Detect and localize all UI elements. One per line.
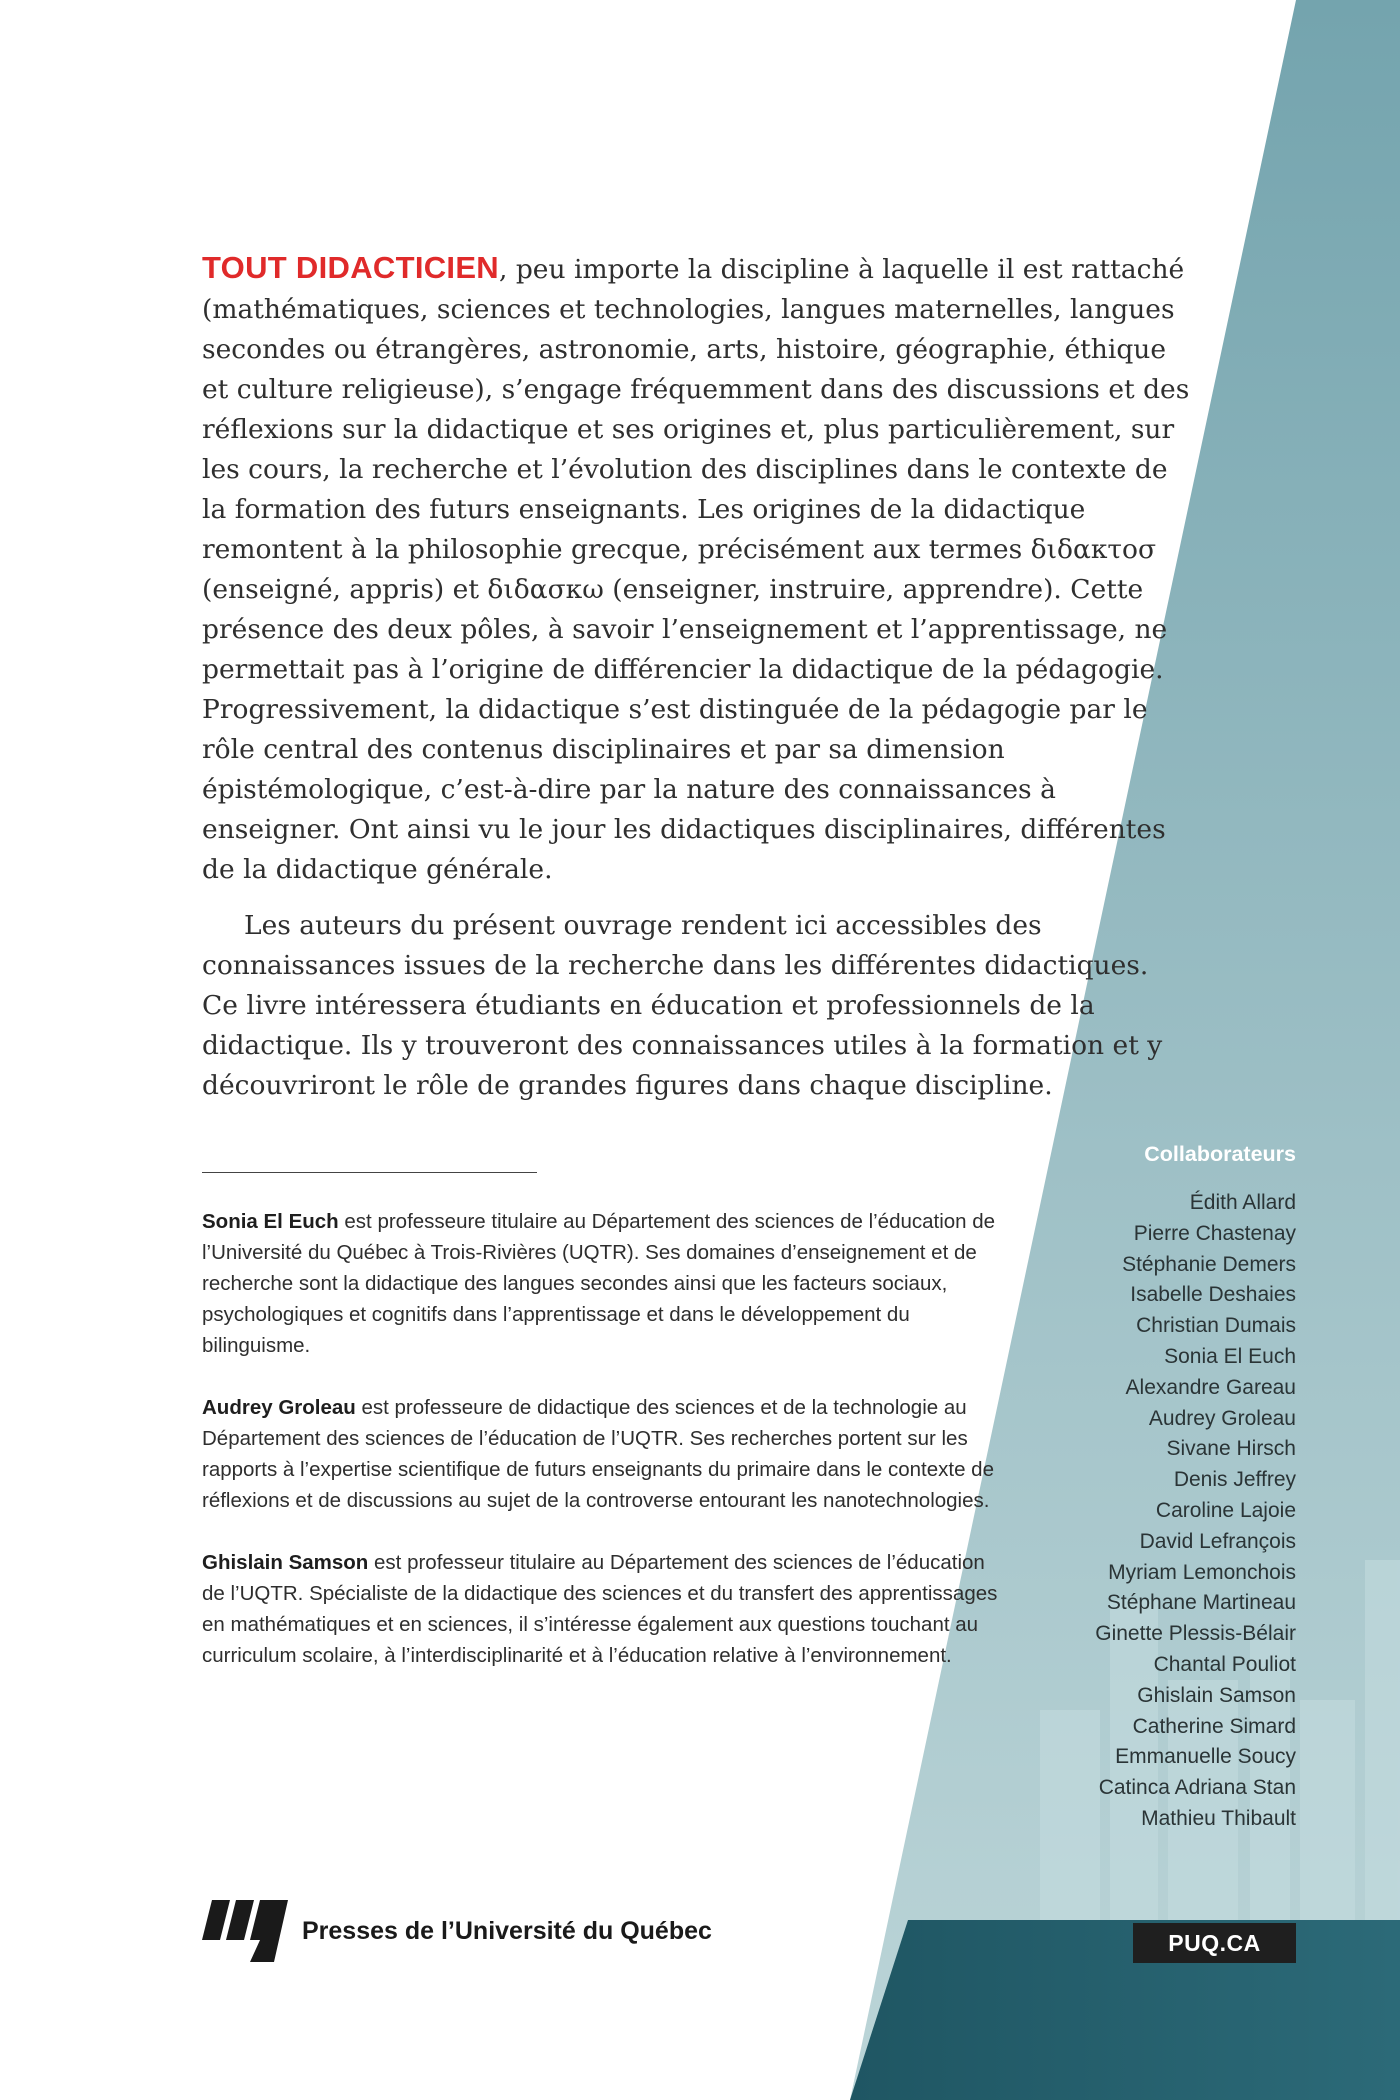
collaborator-name: Catherine Simard (1132, 1714, 1296, 1738)
author-name: Sonia El Euch (202, 1210, 339, 1233)
author-bio-text: est professeure titulaire au Département des sciences de l’éducation de l’Université du Québec à Trois-Rivières (UQTR). Ses domaines d’enseignement et de recherche sont la didactique des langues secondes ainsi que les facteurs sociaux, psychologiques et cognitifs dans l’apprentissage et dans le développement du bilinguisme. (202, 1210, 996, 1357)
back-cover-summary (202, 248, 1190, 1106)
collaborator-name: Audrey Groleau (1148, 1406, 1296, 1430)
publisher-name: Presses de l’Université du Québec (302, 1916, 712, 1945)
collaborator-name: Caroline Lajoie (1155, 1498, 1296, 1522)
collaborator-name: Isabelle Deshaies (1130, 1283, 1296, 1307)
collaborator-name: Christian Dumais (1136, 1314, 1296, 1338)
collaborator-name: Sonia El Euch (1164, 1344, 1296, 1368)
collaborator-name: Pierre Chastenay (1133, 1221, 1296, 1245)
lead-word: TOUT DIDACTICIEN (202, 250, 499, 285)
collaborator-name: Stéphane Martineau (1106, 1591, 1296, 1615)
collaborator-name: Mathieu Thibault (1141, 1806, 1296, 1830)
collaborators-panel (956, 1140, 1296, 1835)
collaborator-name: Catinca Adriana Stan (1098, 1776, 1296, 1800)
collaborator-name: Chantal Pouliot (1153, 1652, 1296, 1676)
collaborator-name: David Lefrançois (1139, 1529, 1296, 1553)
summary-paragraph-1-text: , peu importe la discipline à laquelle il est rattaché (mathématiques, sciences et technologies, langues maternelles, langues secondes ou étrangères, astronomie, arts, histoire, géographie, éthique et culture religieuse), s’engage fréquemment dans des discussions et des réflexions sur la didactique et ses origines et, plus particulièrement, sur les cours, la recherche et l’évolution des disciplines dans le contexte de la formation des futurs enseignants. Les origines de la didactique remontent à la philosophie grecque, précisément aux termes διδακτοσ (enseigné, appris) et διδασκω (enseigner, instruire, apprendre). Cette présence des deux pôles, à savoir l’enseignement et l’apprentissage, ne permettait pas à l’origine de différencier la didactique de la pédagogie. Progressivement, la didactique s’est distinguée de la pédagogie par le rôle central des contenus disciplinaires et par sa dimension épistémologique, c’est-à-dire par la nature des connaissances à enseigner. Ont ainsi vu le jour les didactiques disciplinaires, différentes de la didactique générale. (202, 254, 1190, 885)
author-bio-text: est professeur titulaire au Département des sciences de l’éducation de l’UQTR. Spécialiste de la didactique des sciences et du transfert des apprentissages en mathématiques et en sciences, il s’intéresse également aux questions touchant au curriculum scolaire, à l’interdisciplinarité et à l’éducation relative à l’environnement. (202, 1551, 998, 1667)
collaborators-title: Collaborateurs (1144, 1142, 1296, 1166)
author-name: Audrey Groleau (202, 1396, 356, 1419)
collaborator-name: Stéphanie Demers (1122, 1252, 1296, 1276)
summary-paragraph-1 (202, 248, 1190, 890)
collaborator-name: Édith Allard (1189, 1191, 1296, 1214)
collaborator-name: Ginette Plessis-Bélair (1095, 1622, 1296, 1646)
author-bios (202, 1206, 1002, 1702)
author-name: Ghislain Samson (202, 1551, 369, 1574)
collaborator-name: Alexandre Gareau (1125, 1375, 1296, 1399)
collaborator-name: Ghislain Samson (1137, 1683, 1296, 1707)
puq-logo-icon (202, 1900, 288, 1962)
author-bio (202, 1547, 1002, 1671)
collaborator-name: Denis Jeffrey (1173, 1468, 1296, 1492)
publisher-block (202, 1900, 712, 1962)
summary-paragraph-2: Les auteurs du présent ouvrage rendent ici accessibles des connaissances issues de la recherche dans les différentes didactiques. Ce livre intéressera étudiants en éducation et professionnels de la didactique. Ils y trouveront des connaissances utiles à la formation et y découvriront le rôle de grandes figures dans chaque discipline. (202, 910, 1163, 1101)
author-bio (202, 1392, 1002, 1516)
website-badge: PUQ.CA (1133, 1923, 1296, 1963)
author-bio (202, 1206, 1002, 1361)
collaborator-name: Emmanuelle Soucy (1115, 1745, 1296, 1769)
collaborators-list (956, 1188, 1296, 1835)
bottom-dark-band (850, 1920, 1400, 2100)
author-bio-text: est professeure de didactique des sciences et de la technologie au Département des sciences de l’éducation de l’UQTR. Ses recherches portent sur les rapports à l’expertise scientifique de futurs enseignants du primaire dans le contexte de réflexions et de discussions au sujet de la controverse entourant les nanotechnologies. (202, 1396, 994, 1512)
collaborator-name: Sivane Hirsch (1166, 1437, 1296, 1461)
section-divider (202, 1172, 537, 1173)
collaborator-name: Myriam Lemonchois (1108, 1560, 1296, 1584)
